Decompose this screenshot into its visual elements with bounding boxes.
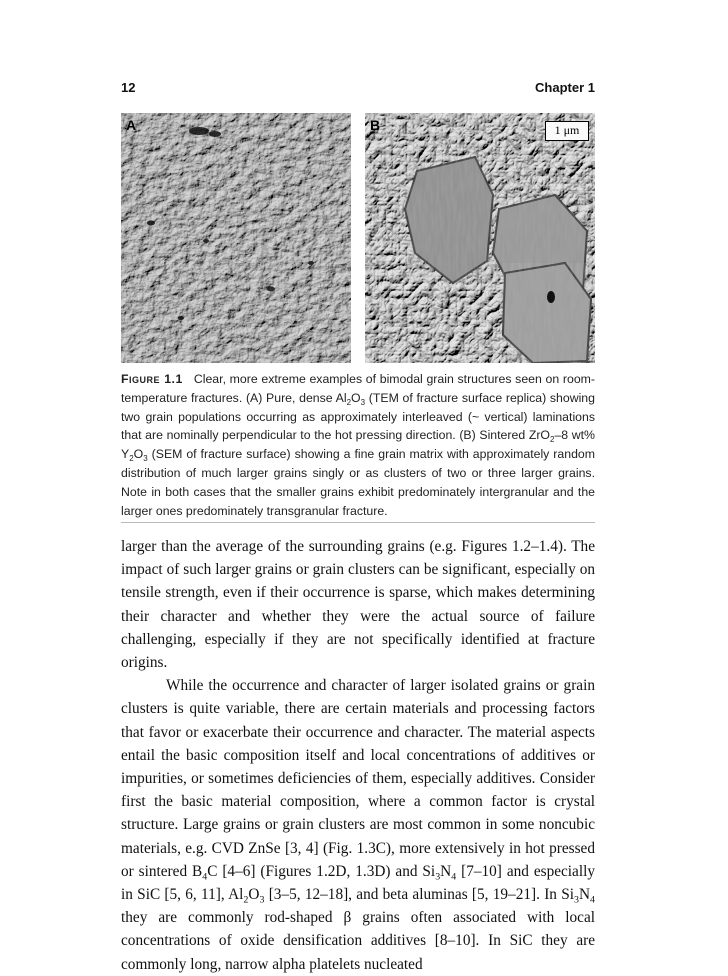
paragraph-text: N	[578, 886, 591, 904]
paragraph-text: C [4–6] (Figures 1.2D, 1.3D) and Si	[207, 862, 436, 880]
figure-1-1	[121, 113, 595, 363]
caption-label: Figure 1.1	[121, 372, 183, 386]
panel-b-label: B	[370, 117, 381, 133]
caption-text: Clear, more extreme examples of bimodal grain structures seen on room-temperature fractures. (A) Pure, dense Al	[121, 372, 595, 405]
panel-a-label: A	[126, 117, 137, 133]
caption-divider	[121, 522, 595, 523]
caption-subscript: 3	[143, 453, 148, 463]
scale-bar-label: 1 μm	[554, 123, 580, 137]
caption-text: (SEM of fracture surface) showing a fine grain matrix with approximately random distribution of much larger grains singly or as clusters of two or three larger grains. Note in both cases that the smaller grains exhibit predominately intergranular and the larger ones predominately transgranular fracture.	[121, 447, 595, 518]
paragraph-subscript: 4	[451, 871, 457, 883]
paragraph-text: [7–10] and especially in SiC [5, 6, 11], Al	[121, 862, 595, 904]
paragraph-text: While the occurrence and character of larger isolated grains or grain clusters is quite variable, there are certain materials and processing factors that favor or exacerbate their occurrence and character. The material aspects entail the basic composition itself and local concentrations of additives or impurities, or sometimes deficiencies of them, especially additives. Consider first the basic material composition, where a common factor is crystal structure. Large grains or grain clusters are most common in some noncubic materials, e.g. CVD ZnSe [3, 4] (Fig. 1.3C), more extensively in hot pressed or sintered B	[121, 677, 595, 880]
paragraph-1: larger than the average of the surrounding grains (e.g. Figures 1.2–1.4). The impact of such larger grains or grain clusters can be significant, especially on tensile strength, even if their occurrence is sparse, which makes determining their character and whether they were the actual source of failure challenging, especially if they are not specifically identified at fracture origins.	[121, 538, 595, 672]
paragraph-text: O	[248, 886, 260, 904]
tem-fracture-image	[121, 113, 351, 363]
caption-text: O	[351, 390, 361, 405]
scale-bar	[545, 121, 589, 141]
caption-subscript: 2	[129, 453, 134, 463]
figure-panel-b	[365, 113, 595, 363]
caption-subscript: 3	[360, 397, 366, 407]
caption-text: (TEM of fracture surface replica) showing two grain populations occurring as approximately interleaved (~ vertical) laminations that are nominally perpendicular to the hot pressing direction. (B) Sintered ZrO	[121, 390, 595, 443]
paragraph-subscript: 3	[574, 894, 579, 906]
paragraph-text: N	[440, 862, 452, 880]
paragraph-text: [3–5, 12–18], and beta aluminas [5, 19–21]. In Si	[264, 886, 574, 904]
caption-subscript: 2	[549, 435, 555, 445]
paragraph-subscript: 3	[435, 871, 441, 883]
paragraph-subscript: 2	[243, 894, 249, 906]
caption-text: O	[133, 447, 144, 462]
page-number: 12	[121, 80, 136, 95]
running-header-chapter: Chapter 1	[535, 80, 595, 95]
figure-caption	[121, 370, 595, 520]
paragraph-text: they are commonly rod-shaped β grains often associated with local concentrations of oxide densification additives [8–10]. In SiC they are commonly long, narrow alpha platelets nucleated	[121, 909, 595, 973]
body-text	[121, 535, 595, 976]
sem-fracture-image	[365, 113, 595, 363]
paragraph-subscript: 4	[590, 894, 595, 906]
figure-panel-a	[121, 113, 351, 363]
paragraph-2	[121, 674, 595, 976]
paragraph-subscript: 4	[202, 871, 208, 883]
paragraph-subscript: 3	[259, 894, 265, 906]
caption-subscript: 2	[346, 397, 352, 407]
caption-text: –8 wt% Y	[121, 428, 595, 462]
